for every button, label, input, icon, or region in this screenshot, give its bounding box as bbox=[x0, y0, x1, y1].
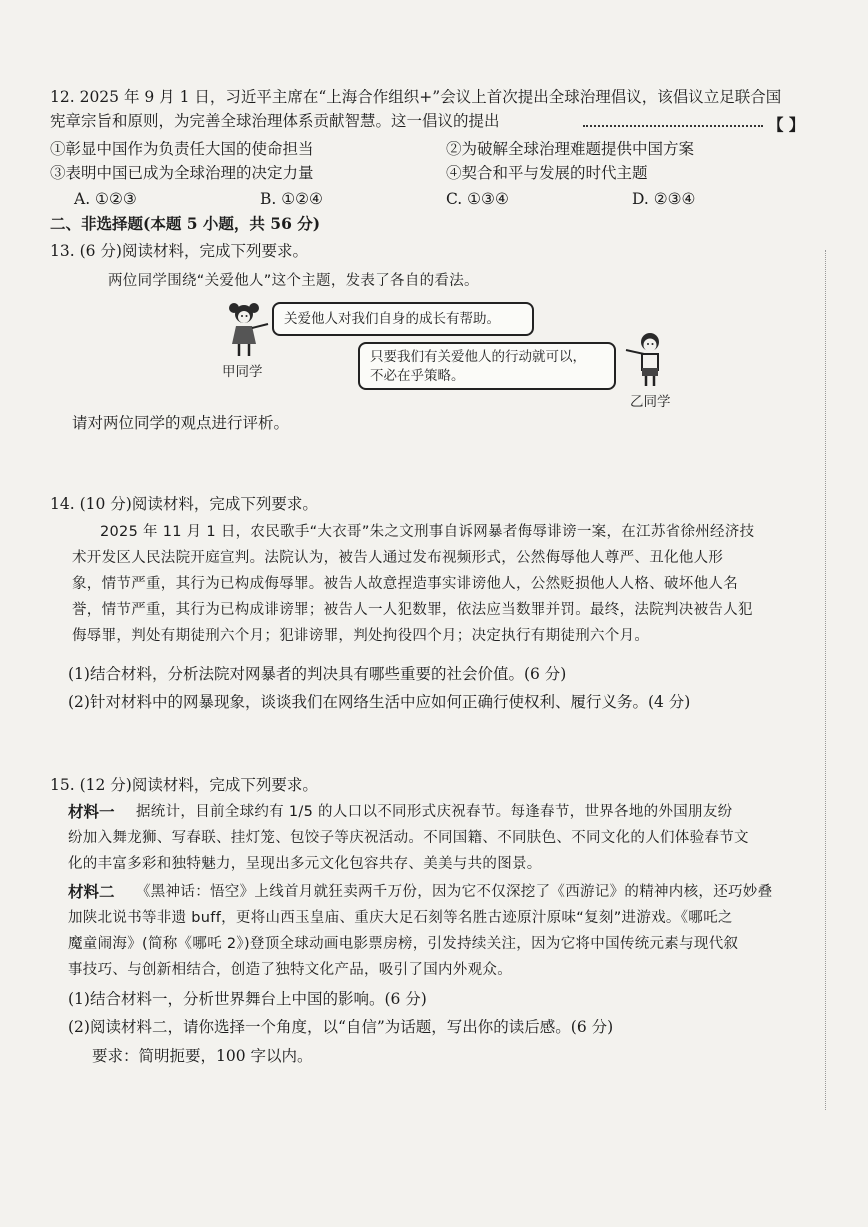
q12-option-2: ②为破解全球治理难题提供中国方案 bbox=[446, 140, 695, 158]
q12-option-3: ③表明中国已成为全球治理的决定力量 bbox=[50, 164, 314, 182]
student-jia-speech-bubble bbox=[272, 302, 534, 336]
q13-intro: 两位同学围绕“关爱他人”这个主题，发表了各自的看法。 bbox=[108, 273, 479, 289]
q12-choice-d: D. ②③④ bbox=[632, 190, 696, 208]
q15-material2-line4: 事技巧、与创新相结合，创造了独特文化产品，吸引了国内外观众。 bbox=[68, 962, 512, 978]
q13-task: 请对两位同学的观点进行评析。 bbox=[72, 414, 290, 432]
q15-sub-question-1: (1)结合材料一，分析世界舞台上中国的影响。(6 分) bbox=[68, 990, 427, 1008]
section-title: 二、非选择题(本题 5 小题，共 56 分) bbox=[50, 214, 321, 233]
q12-choice-a: A. ①②③ bbox=[74, 190, 137, 208]
student-jia-figure-icon bbox=[222, 298, 272, 360]
q12-answer-dots bbox=[583, 125, 763, 127]
student-yi-speech-line1: 只要我们有关爱他人的行动就可以， bbox=[370, 349, 586, 365]
q15-material1-line3: 化的丰富多彩和独特魅力，呈现出多元文化包容共存、美美与共的图景。 bbox=[68, 856, 542, 872]
q15-material2-label: 材料二 bbox=[68, 882, 115, 901]
q15-material2-line1: 《黑神话：悟空》上线首月就狂卖两千万份，因为它不仅深挖了《西游记》的精神内核，还巧妙叠 bbox=[136, 884, 773, 900]
student-yi-label: 乙同学 bbox=[630, 394, 671, 410]
q15-material2-line2: 加陕北说书等非遗 buff，更将山西玉皇庙、重庆大足石刻等名胜古迹原汁原味“复刻”进游戏。《哪吒之 bbox=[68, 910, 733, 926]
q15-requirement: 要求：简明扼要，100 字以内。 bbox=[92, 1047, 313, 1065]
q14-head: 14. (10 分)阅读材料，完成下列要求。 bbox=[50, 495, 318, 513]
student-jia-label: 甲同学 bbox=[222, 364, 263, 380]
q12-choice-c: C. ①③④ bbox=[446, 190, 509, 208]
binding-margin-line bbox=[825, 250, 826, 1110]
student-yi-speech-bubble bbox=[358, 342, 616, 390]
q14-material-line1: 2025 年 11 月 1 日，农民歌手“大衣哥”朱之文刑事自诉网暴者侮辱诽谤一案，在江苏省徐州经济技 bbox=[100, 524, 755, 540]
q14-sub-question-1: (1)结合材料，分析法院对网暴者的判决具有哪些重要的社会价值。(6 分) bbox=[68, 665, 567, 683]
student-yi-speech-line2: 不必在乎策略。 bbox=[370, 368, 465, 384]
q14-material-line4: 誉，情节严重，其行为已构成诽谤罪；被告人一人犯数罪，依法应当数罪并罚。最终，法院判决被告人犯 bbox=[72, 602, 753, 618]
student-yi-figure-icon bbox=[612, 330, 672, 388]
q15-material1-line1: 据统计，目前全球约有 1/5 的人口以不同形式庆祝春节。每逢春节，世界各地的外国朋友纷 bbox=[136, 804, 733, 820]
q14-material-line2: 术开发区人民法院开庭宣判。法院认为，被告人通过发布视频形式，公然侮辱他人尊严、丑化他人形 bbox=[72, 550, 724, 566]
q15-material1-label: 材料一 bbox=[68, 802, 115, 821]
q12-line2: 宪章宗旨和原则，为完善全球治理体系贡献智慧。这一倡议的提出 bbox=[50, 112, 500, 130]
q12-choice-b: B. ①②④ bbox=[260, 190, 323, 208]
q12-answer-bracket: 【 】 bbox=[768, 115, 805, 134]
q14-material-line5: 侮辱罪，判处有期徒刑六个月；犯诽谤罪，判处拘役四个月；决定执行有期徒刑六个月。 bbox=[72, 628, 650, 644]
q15-head: 15. (12 分)阅读材料，完成下列要求。 bbox=[50, 776, 318, 794]
q12-line1: 12. 2025 年 9 月 1 日，习近平主席在“上海合作组织+”会议上首次提出全球治理倡议，该倡议立足联合国 bbox=[50, 88, 782, 106]
student-jia-speech-text: 关爱他人对我们自身的成长有帮助。 bbox=[284, 311, 500, 327]
q14-material-line3: 象，情节严重，其行为已构成侮辱罪。被告人故意捏造事实诽谤他人，公然贬损他人人格、破坏他人名 bbox=[72, 576, 738, 592]
q15-sub-question-2: (2)阅读材料二，请你选择一个角度，以“自信”为话题，写出你的读后感。(6 分) bbox=[68, 1018, 614, 1036]
q13-head: 13. (6 分)阅读材料，完成下列要求。 bbox=[50, 242, 308, 260]
q15-material2-line3: 魔童闹海》(简称《哪吒 2》)登顶全球动画电影票房榜，引发持续关注，因为它将中国传统元素与现代叙 bbox=[68, 936, 739, 952]
q12-option-1: ①彰显中国作为负责任大国的使命担当 bbox=[50, 140, 314, 158]
q12-option-4: ④契合和平与发展的时代主题 bbox=[446, 164, 648, 182]
q15-material1-line2: 纷加入舞龙狮、写春联、挂灯笼、包饺子等庆祝活动。不同国籍、不同肤色、不同文化的人们体验春节文 bbox=[68, 830, 749, 846]
q14-sub-question-2: (2)针对材料中的网暴现象，谈谈我们在网络生活中应如何正确行使权利、履行义务。(4 分) bbox=[68, 693, 691, 711]
